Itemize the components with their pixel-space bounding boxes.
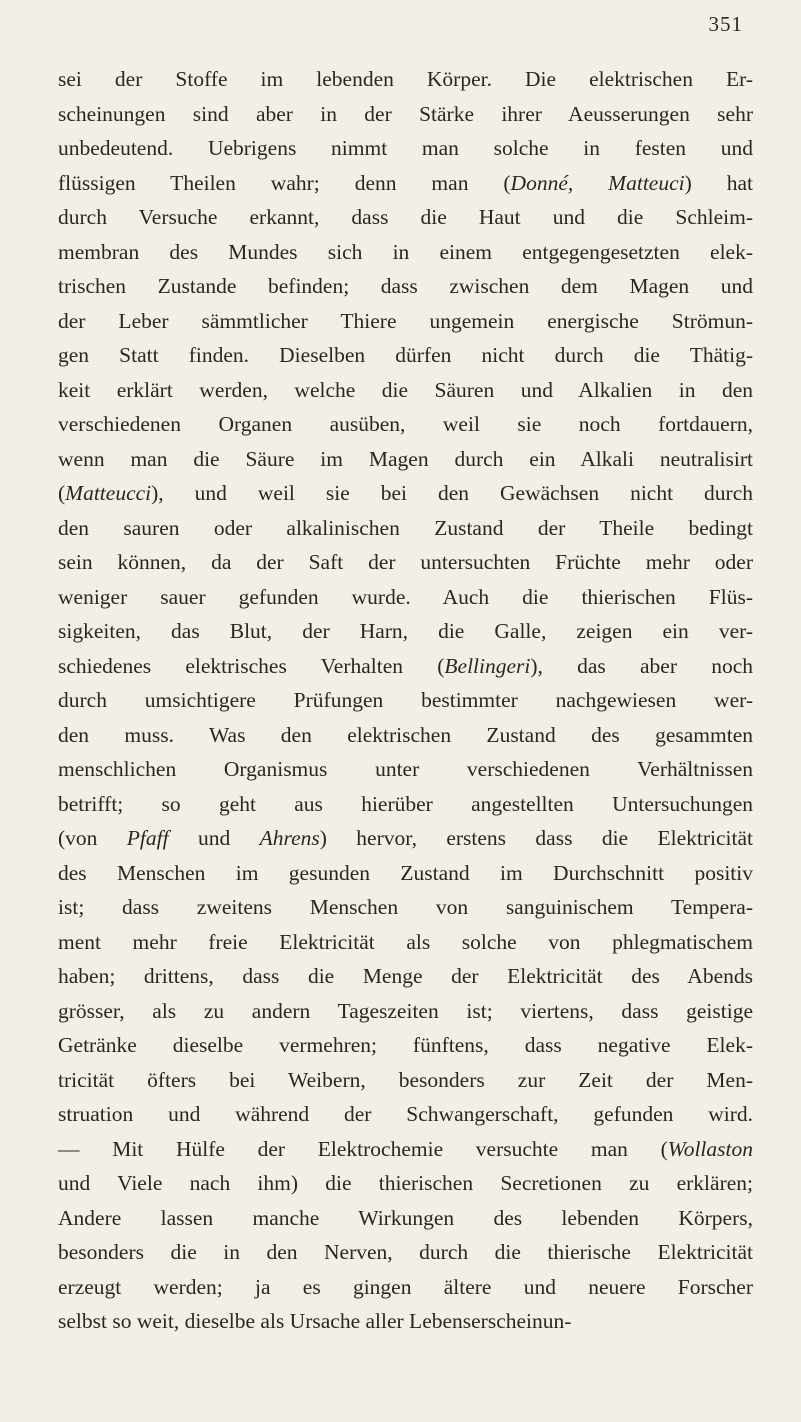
text-line: grösser, als zu andern Tageszeiten ist; viertens, dass geistige <box>58 998 753 1023</box>
text-line: tricität öfters bei Weibern, besonders zur Zeit der Men- <box>58 1067 753 1092</box>
text-line: ist; dass zweitens Menschen von sanguinischem Tempera- <box>58 895 753 919</box>
text-line: den muss. Was den elektrischen Zustand des gesammten <box>58 722 753 747</box>
text-line: (Matteucci), und weil sie bei den Gewächsen nicht durch <box>58 481 753 505</box>
text-line: scheinungen sind aber in der Stärke ihrer Aeusserungen sehr <box>58 101 753 126</box>
text-line: flüssigen Theilen wahr; denn man (Donné, Matteuci) hat <box>58 170 753 195</box>
text-line: den sauren oder alkalinischen Zustand der Theile bedingt <box>58 515 753 540</box>
text-line: sein können, da der Saft der untersuchten Früchte mehr oder <box>58 550 753 574</box>
page-number: 351 <box>708 12 743 36</box>
text-line: wenn man die Säure im Magen durch ein Alkali neutralisirt <box>58 446 753 471</box>
text-line: durch Versuche erkannt, dass die Haut und die Schleim- <box>58 205 753 229</box>
text-line: weniger sauer gefunden wurde. Auch die thierischen Flüs- <box>58 584 753 609</box>
text-line: schiedenes elektrisches Verhalten (Bellingeri), das aber noch <box>58 653 754 678</box>
text-line: menschlichen Organismus unter verschiedenen Verhältnissen <box>58 757 753 781</box>
text-line: durch umsichtigere Prüfungen bestimmter nachgewiesen wer- <box>58 688 753 712</box>
text-line: struation und während der Schwangerschaft, gefunden wird. <box>58 1102 753 1126</box>
text-line: keit erklärt werden, welche die Säuren und Alkalien in den <box>58 377 753 402</box>
text-line: (von Pfaff und Ahrens) hervor, erstens dass die Elektricität <box>58 826 753 850</box>
text-line: gen Statt finden. Dieselben dürfen nicht durch die Thätig- <box>58 343 753 367</box>
text-line: Getränke dieselbe vermehren; fünftens, dass negative Elek- <box>58 1033 753 1057</box>
text-line: selbst so weit, dieselbe als Ursache aller Lebenserscheinun- <box>58 1309 572 1333</box>
text-line: sei der Stoffe im lebenden Körper. Die elektrischen Er- <box>58 67 753 91</box>
text-line: haben; drittens, dass die Menge der Elektricität des Abends <box>58 964 753 988</box>
text-line: unbedeutend. Uebrigens nimmt man solche in festen und <box>58 136 753 160</box>
text-line: — Mit Hülfe der Elektrochemie versuchte man (Wollaston <box>58 1136 753 1161</box>
text-line: verschiedenen Organen ausüben, weil sie noch fortdauern, <box>58 412 753 436</box>
text-line: membran des Mundes sich in einem entgegengesetzten elek- <box>58 239 753 264</box>
text-line: des Menschen im gesunden Zustand im Durchschnitt positiv <box>58 860 753 885</box>
text-line: Andere lassen manche Wirkungen des lebenden Körpers, <box>58 1205 753 1230</box>
text-line: sigkeiten, das Blut, der Harn, die Galle, zeigen ein ver- <box>58 619 753 643</box>
body-text <box>58 62 753 1339</box>
text-line: und Viele nach ihm) die thierischen Secretionen zu erklären; <box>58 1171 753 1195</box>
text-line: erzeugt werden; ja es gingen ältere und neuere Forscher <box>58 1274 753 1299</box>
text-line: der Leber sämmtlicher Thiere ungemein energische Strömun- <box>58 308 753 333</box>
text-line: ment mehr freie Elektricität als solche von phlegmatischem <box>58 929 753 954</box>
text-line: trischen Zustande befinden; dass zwischen dem Magen und <box>58 274 753 298</box>
text-line: besonders die in den Nerven, durch die thierische Elektricität <box>58 1240 753 1264</box>
text-line: betrifft; so geht aus hierüber angestellten Untersuchungen <box>58 791 753 816</box>
